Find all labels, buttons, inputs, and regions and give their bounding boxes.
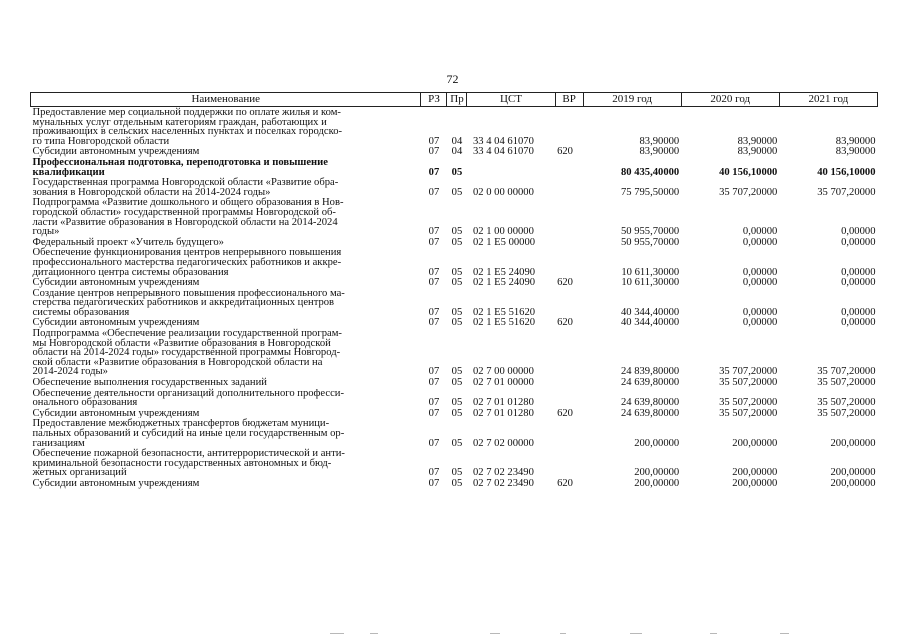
row-pr: 05 — [451, 166, 463, 178]
row-cst: 02 1 E5 24090 — [472, 277, 536, 288]
row-2019: 50 955,70000 — [620, 236, 680, 248]
row-2019: 50 955,70000 — [620, 226, 680, 237]
header-pr: Пр — [447, 93, 467, 107]
row-vr — [555, 177, 583, 197]
row-name: Субсидии автономным учреждениям — [32, 407, 200, 419]
table-row — [31, 197, 878, 236]
table-row — [31, 377, 878, 388]
row-rz: 07 — [428, 236, 440, 248]
row-rz: 07 — [428, 467, 440, 478]
row-pr: 05 — [451, 226, 463, 237]
row-cst — [467, 157, 555, 177]
header-name: Наименование — [31, 93, 421, 107]
header-rz: РЗ — [421, 93, 447, 107]
row-cst: 33 4 04 61070 — [472, 135, 534, 147]
row-2019: 10 611,30000 — [621, 266, 680, 278]
header-2019: 2019 год — [583, 93, 681, 107]
row-vr — [555, 418, 583, 448]
row-pr: 05 — [451, 467, 463, 478]
row-vr — [555, 328, 583, 377]
row-2021: 0,00000 — [841, 226, 876, 237]
header-2021: 2021 год — [779, 93, 877, 107]
row-2020: 35 507,20000 — [719, 397, 778, 408]
row-2019: 40 344,40000 — [620, 317, 680, 329]
row-2020: 35 707,20000 — [719, 366, 778, 378]
table-row — [31, 146, 878, 157]
row-vr — [555, 247, 583, 277]
row-cst: 02 1 E5 24090 — [472, 266, 536, 278]
row-2021: 0,00000 — [841, 236, 876, 248]
row-2020: 35 707,20000 — [719, 186, 778, 198]
row-2021: 0,00000 — [841, 306, 876, 318]
table-header — [31, 93, 878, 107]
row-rz: 07 — [428, 277, 440, 288]
row-cst: 02 7 01 01280 — [472, 397, 534, 408]
row-2020: 0,00000 — [742, 236, 778, 248]
row-name: Подпрограмма «Обеспечение реализации государственной програм- мы Новгородской области «Развитие образования в Новгородской области на 2014-2024 годы» государственной программы Новгород- ской области «Развитие образования в Новгородской области на 2014-2024 годы» — [32, 328, 342, 378]
row-2020: 35 507,20000 — [719, 407, 778, 419]
row-vr: 620 — [557, 277, 573, 288]
header-row — [31, 93, 878, 107]
row-2021: 35 507,20000 — [817, 377, 876, 388]
row-2020: 200,00000 — [732, 477, 778, 489]
table-row — [31, 408, 878, 419]
row-name: Федеральный проект «Учитель будущего» — [32, 236, 224, 248]
row-2019: 80 435,40000 — [620, 166, 680, 178]
row-name: Профессиональная подготовка, переподготовка и повышение квалификации — [32, 156, 328, 178]
row-rz: 07 — [428, 317, 440, 329]
row-rz: 07 — [428, 306, 440, 318]
row-pr: 05 — [451, 277, 463, 288]
row-name: Субсидии автономным учреждениям — [32, 477, 200, 489]
row-2019: 200,00000 — [634, 477, 680, 489]
row-cst: 02 0 00 00000 — [472, 186, 534, 198]
row-name: Обеспечение выполнения государственных заданий — [32, 377, 267, 388]
row-cst: 02 7 02 00000 — [472, 437, 534, 449]
row-2019: 83,90000 — [639, 135, 680, 147]
row-cst: 02 7 01 01280 — [472, 407, 534, 419]
row-rz: 07 — [428, 477, 440, 489]
row-rz: 07 — [428, 407, 440, 419]
row-name: Субсидии автономным учреждениям — [32, 277, 200, 288]
table-body — [31, 107, 878, 489]
header-cst: ЦСТ — [467, 93, 555, 107]
row-vr — [555, 377, 583, 388]
row-name: Обеспечение пожарной безопасности, антитеррористической и анти- криминальной безопасности государственных автономных и бюд- жетных организаций — [32, 448, 345, 478]
row-2021: 0,00000 — [841, 317, 876, 329]
row-2021: 83,90000 — [835, 135, 876, 147]
row-rz: 07 — [428, 166, 440, 178]
table-row — [31, 288, 878, 318]
row-name: Субсидии автономным учреждениям — [32, 317, 200, 329]
row-name: Предоставление мер социальной поддержки по оплате жилья и ком- мунальных услуг отдельным категориям граждан, работающих и проживающих в сельских населенных пунктах и поселках городско- го типа Новгородской области — [32, 107, 343, 147]
row-2019: 24 639,80000 — [620, 377, 680, 388]
table-row — [31, 107, 878, 147]
row-name: Обеспечение деятельности организаций дополнительного професси- онального образования — [32, 387, 344, 408]
row-2020: 83,90000 — [737, 135, 778, 147]
row-cst: 02 7 01 00000 — [472, 377, 534, 388]
table-row — [31, 157, 878, 177]
row-2020: 35 507,20000 — [719, 377, 778, 388]
row-cst: 02 1 E5 00000 — [472, 236, 536, 248]
row-pr: 05 — [451, 397, 463, 408]
row-pr: 05 — [451, 266, 463, 278]
table-row — [31, 317, 878, 328]
row-2021: 40 156,10000 — [817, 166, 876, 178]
row-2020: 0,00000 — [742, 266, 778, 278]
scan-artifacts — [330, 632, 800, 635]
row-cst: 02 1 00 00000 — [472, 226, 534, 237]
table-row — [31, 277, 878, 288]
row-2021: 35 707,20000 — [817, 366, 876, 378]
row-pr: 05 — [451, 477, 463, 489]
row-vr — [555, 197, 583, 236]
row-2021: 0,00000 — [841, 277, 876, 288]
row-2020: 0,00000 — [742, 277, 778, 288]
row-cst: 02 1 E5 51620 — [472, 317, 536, 329]
row-pr: 05 — [451, 407, 463, 419]
row-cst: 33 4 04 61070 — [472, 146, 534, 157]
row-rz: 07 — [428, 366, 440, 378]
row-vr — [555, 448, 583, 478]
row-pr: 05 — [451, 236, 463, 248]
row-2020: 40 156,10000 — [719, 166, 778, 178]
row-vr — [555, 237, 583, 248]
row-2019: 200,00000 — [634, 437, 680, 449]
row-vr — [555, 388, 583, 408]
row-pr: 04 — [451, 146, 463, 157]
row-2021: 35 507,20000 — [817, 397, 876, 408]
row-rz: 07 — [428, 146, 440, 157]
row-rz: 07 — [428, 186, 440, 198]
row-vr — [555, 288, 583, 318]
row-2019: 200,00000 — [634, 467, 680, 478]
table-row — [31, 177, 878, 197]
table-row — [31, 478, 878, 489]
row-2021: 0,00000 — [841, 266, 876, 278]
row-cst: 02 1 E5 51620 — [472, 306, 536, 318]
table-row — [31, 388, 878, 408]
row-2021: 35 507,20000 — [817, 407, 876, 419]
row-2021: 35 707,20000 — [817, 186, 876, 198]
row-name: Обеспечение функционирования центров непрерывного повышения профессионального мастерства педагогических работников и аккре- дитационного центра системы образования — [32, 247, 342, 278]
table-row — [31, 237, 878, 248]
page-number: 72 — [446, 72, 459, 86]
row-name: Субсидии автономным учреждениям — [32, 146, 200, 157]
row-2019: 83,90000 — [639, 146, 680, 157]
row-rz: 07 — [428, 397, 440, 408]
row-pr: 05 — [451, 366, 463, 378]
row-2020: 200,00000 — [732, 437, 778, 449]
row-cst: 02 7 02 23490 — [472, 477, 534, 489]
row-pr: 04 — [451, 135, 463, 147]
row-rz: 07 — [428, 226, 440, 237]
row-rz: 07 — [428, 437, 440, 449]
row-vr: 620 — [557, 477, 573, 489]
table-row — [31, 448, 878, 478]
row-vr — [555, 157, 583, 177]
row-2021: 83,90000 — [835, 146, 876, 157]
row-name: Создание центров непрерывного повышения профессионального ма- стерства педагогических работников и аккредитационных центров системы образования — [32, 287, 345, 318]
budget-table — [30, 92, 878, 489]
row-2019: 24 839,80000 — [620, 366, 680, 378]
row-2019: 24 639,80000 — [620, 397, 680, 408]
row-rz: 07 — [428, 135, 440, 147]
row-name: Предоставление межбюджетных трансфертов бюджетам муници- пальных образований и субсидий на иные цели государственным ор- ганизациям — [32, 418, 345, 449]
row-cst: 02 7 02 23490 — [472, 467, 534, 478]
row-2019: 10 611,30000 — [621, 277, 680, 288]
row-2020: 200,00000 — [732, 467, 778, 478]
row-2019: 24 639,80000 — [620, 407, 680, 419]
row-pr: 05 — [451, 186, 463, 198]
row-name: Государственная программа Новгородской области «Развитие обра- зования в Новгородской области на 2014-2024 годы» — [32, 177, 339, 198]
row-pr: 05 — [451, 437, 463, 449]
row-2019: 75 795,50000 — [620, 186, 680, 198]
row-cst: 02 7 00 00000 — [472, 366, 534, 378]
row-2020: 0,00000 — [742, 226, 778, 237]
row-rz: 07 — [428, 266, 440, 278]
header-2020: 2020 год — [681, 93, 779, 107]
row-2020: 0,00000 — [742, 317, 778, 329]
row-2020: 0,00000 — [742, 306, 778, 318]
row-pr: 05 — [451, 317, 463, 329]
row-2021: 200,00000 — [830, 467, 876, 478]
row-vr: 620 — [557, 146, 573, 157]
header-vr: ВР — [555, 93, 583, 107]
row-2019: 40 344,40000 — [620, 306, 680, 318]
row-2021: 200,00000 — [830, 437, 876, 449]
row-rz: 07 — [428, 377, 440, 388]
row-vr: 620 — [557, 317, 573, 329]
row-vr — [555, 107, 583, 147]
row-2020: 83,90000 — [737, 146, 778, 157]
table-row — [31, 328, 878, 377]
row-2021: 200,00000 — [830, 477, 876, 489]
table-row — [31, 247, 878, 277]
row-name: Подпрограмма «Развитие дошкольного и общего образования в Нов- городской области» государственной программы Новгородской об- ласти «Развитие образования в Новгородской области на 2014-2024 годы» — [32, 197, 344, 237]
row-pr: 05 — [451, 377, 463, 388]
row-pr: 05 — [451, 306, 463, 318]
table-row — [31, 418, 878, 448]
row-vr: 620 — [557, 407, 573, 419]
